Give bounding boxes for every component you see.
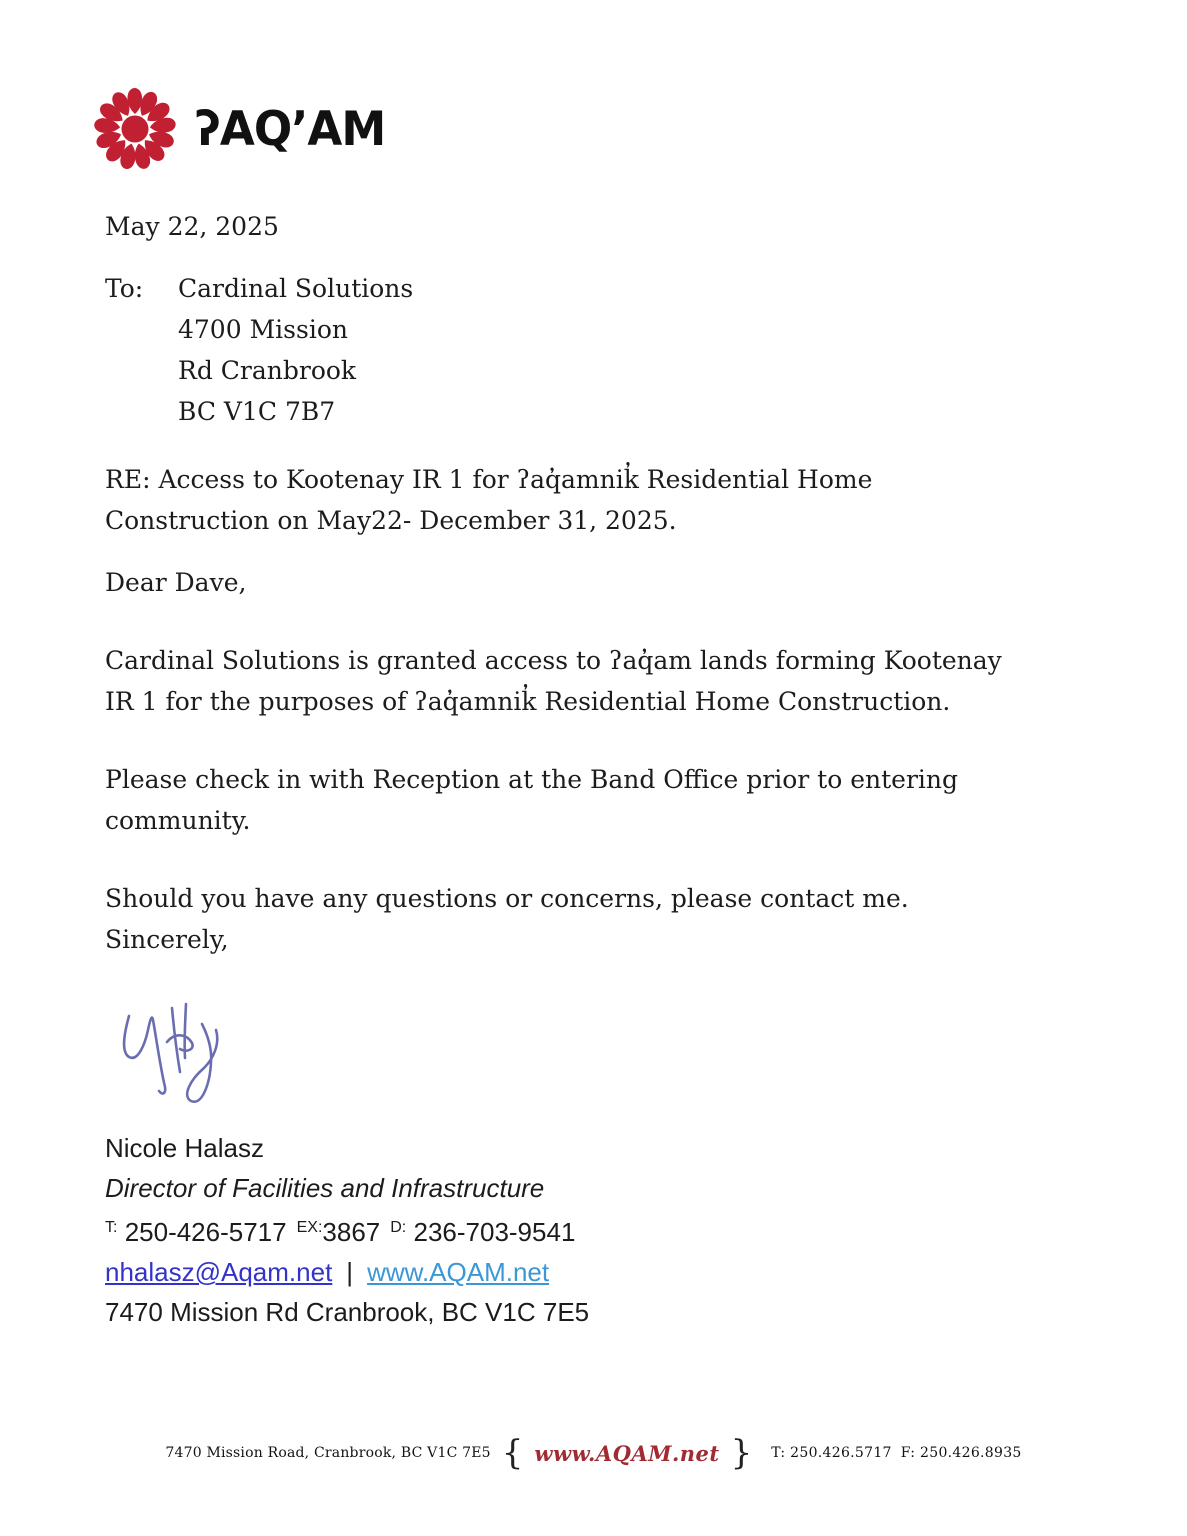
recipient-name: Cardinal Solutions bbox=[178, 274, 414, 303]
body-paragraph bbox=[105, 759, 1132, 841]
phone-telephone bbox=[105, 1217, 287, 1247]
body-paragraph bbox=[105, 878, 1132, 960]
phone-t-label: T: bbox=[105, 1219, 118, 1236]
salutation: Dear Dave, bbox=[105, 568, 247, 597]
footer-left-brace: { bbox=[501, 1433, 524, 1473]
phone-d-number: 236-703-9541 bbox=[413, 1217, 576, 1247]
footer-fax: F: 250.426.8935 bbox=[900, 1445, 1022, 1461]
phone-ex-number: 3867 bbox=[322, 1217, 381, 1247]
signer-phone-line bbox=[105, 1208, 1132, 1252]
paragraph-line: Cardinal Solutions is granted access to ʔaq̓am lands forming Kootenay bbox=[105, 646, 1002, 675]
paragraph-line: IR 1 for the purposes of ʔaq̓amnik̓ Residential Home Construction. bbox=[105, 687, 951, 716]
signer-name: Nicole Halasz bbox=[105, 1133, 264, 1163]
signer-links-line bbox=[105, 1252, 1132, 1292]
letterhead bbox=[85, 78, 1132, 180]
brand-wordmark: ʔAQ’AM bbox=[195, 101, 386, 157]
recipient-address-line: 4700 Mission bbox=[178, 315, 348, 344]
phone-t-number: 250-426-5717 bbox=[124, 1217, 287, 1247]
handwritten-signature bbox=[115, 992, 265, 1114]
footer-letterhead bbox=[0, 1433, 1187, 1473]
link-separator: | bbox=[346, 1257, 354, 1287]
email-link[interactable]: nhalasz@Aqam.net bbox=[105, 1257, 333, 1287]
letter-page bbox=[105, 78, 1132, 1332]
aqam-flower-logo-icon bbox=[85, 79, 185, 179]
footer-address: 7470 Mission Road, Cranbrook, BC V1C 7E5 bbox=[165, 1445, 491, 1461]
recipient-address bbox=[178, 268, 413, 432]
recipient-block bbox=[105, 268, 1132, 432]
closing: Sincerely, bbox=[105, 925, 229, 954]
recipient-address-line: BC V1C 7B7 bbox=[178, 397, 336, 426]
paragraph-line: Please check in with Reception at the Band Office prior to entering bbox=[105, 765, 959, 794]
subject-text: Construction on May22- December 31, 2025. bbox=[105, 506, 677, 535]
signer-block bbox=[105, 1128, 1132, 1332]
phone-d-label: D: bbox=[390, 1219, 407, 1236]
footer-phone: T: 250.426.5717 bbox=[771, 1445, 892, 1461]
signer-address: 7470 Mission Rd Cranbrook, BC V1C 7E5 bbox=[105, 1297, 590, 1327]
body-paragraph bbox=[105, 640, 1132, 722]
website-link[interactable]: www.AQAM.net bbox=[367, 1257, 550, 1287]
phone-direct bbox=[390, 1217, 575, 1247]
footer-right-brace: } bbox=[730, 1433, 753, 1473]
paragraph-line: community. bbox=[105, 806, 251, 835]
paragraph-line: Should you have any questions or concerns, please contact me. bbox=[105, 884, 909, 913]
subject-text: RE: Access to Kootenay IR 1 for ʔaq̓amnik̓ Residential Home bbox=[105, 465, 873, 494]
phone-extension bbox=[297, 1217, 381, 1247]
subject-line bbox=[105, 459, 1132, 541]
signature-area bbox=[115, 992, 1132, 1114]
recipient-address-line: Rd Cranbrook bbox=[178, 356, 357, 385]
footer-website: www.AQAM.net bbox=[534, 1440, 720, 1466]
signer-title: Director of Facilities and Infrastructure bbox=[105, 1173, 545, 1203]
phone-ex-label: EX: bbox=[296, 1219, 323, 1236]
recipient-label: To: bbox=[105, 274, 144, 303]
letter-date: May 22, 2025 bbox=[105, 212, 279, 241]
